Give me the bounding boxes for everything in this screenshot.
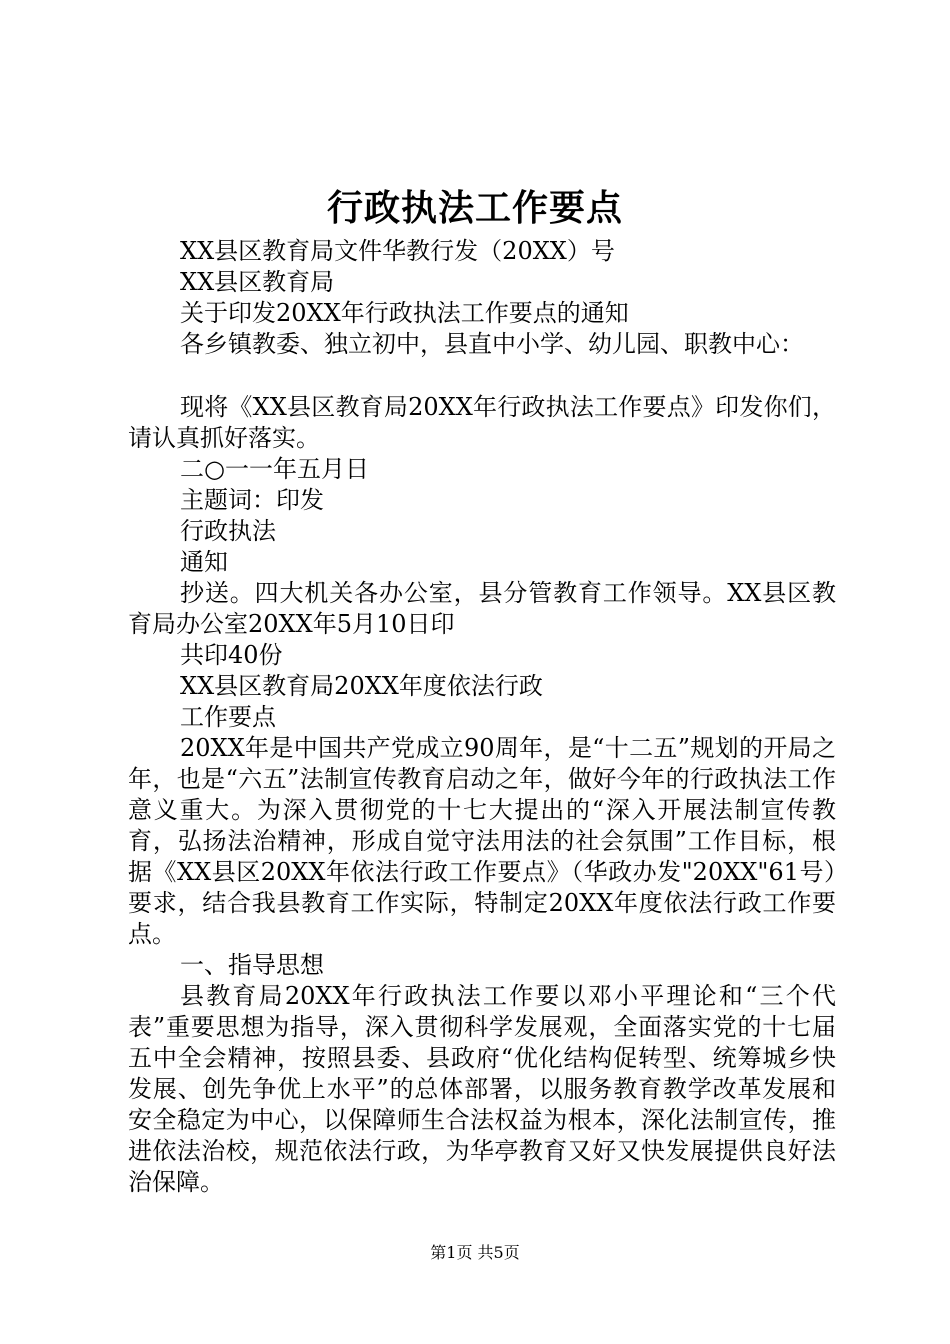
file-number-line: XX县区教育局文件华教行发（20XX）号: [180, 237, 615, 265]
blank-line: [128, 360, 836, 392]
guiding-thought-paragraph: 县教育局20XX年行政执法工作要以邓小平理论和“三个代表”重要思想为指导，深入贯彻科学发展观，全面落实党的十七届五中全会精神，按照县委、县政府“优化结构促转型、统筹城乡快发展、创先争优上水平”的总体部署，以服务教育教学改革发展和安全稳定为中心，以保障师生合法权益为根本，深化法制宣传，推进依法治校，规范依法行政，为华亭教育又好又快发展提供良好法治保障。: [128, 982, 836, 1196]
section-heading-line: 工作要点: [180, 703, 276, 731]
document-title: 行政执法工作要点: [326, 187, 623, 229]
subject-words-line: 主题词：印发: [180, 486, 324, 514]
distribution-paragraph: 抄送。四大机关各办公室，县分管教育工作领导。XX县区教育局办公室20XX年5月10日印: [128, 579, 836, 638]
notice-body-paragraph: 现将《XX县区教育局20XX年行政执法工作要点》印发你们，请认真抓好落实。: [128, 393, 836, 452]
copies-line: 共印40份: [180, 641, 283, 669]
guiding-thought-heading: 一、指导思想: [180, 951, 324, 979]
document-body: [128, 236, 836, 1198]
recipients-line: 各乡镇教委、独立初中，县直中小学、幼儿园、职教中心：: [180, 330, 804, 358]
section-heading-line: XX县区教育局20XX年度依法行政: [180, 672, 543, 700]
subject-word-line: 行政执法: [180, 517, 276, 545]
date-line: 二○一一年五月日: [180, 455, 369, 483]
page-number-footer: 第1页 共5页: [430, 1243, 520, 1262]
issuer-line: XX县区教育局: [180, 268, 335, 296]
subject-word-line: 通知: [180, 548, 228, 576]
intro-paragraph: 20XX年是中国共产党成立90周年，是“十二五”规划的开局之年，也是“六五”法制宣传教育启动之年，做好今年的行政执法工作意义重大。为深入贯彻党的十七大提出的“深入开展法制宣传教育，弘扬法治精神，形成自觉守法用法的社会氛围”工作目标，根据《XX县区20XX年依法行政工作要点》（华政办发"20XX"61号）要求，结合我县教育工作实际，特制定20XX年度依法行政工作要点。: [128, 734, 836, 948]
notice-title-line: 关于印发20XX年行政执法工作要点的通知: [180, 299, 629, 327]
